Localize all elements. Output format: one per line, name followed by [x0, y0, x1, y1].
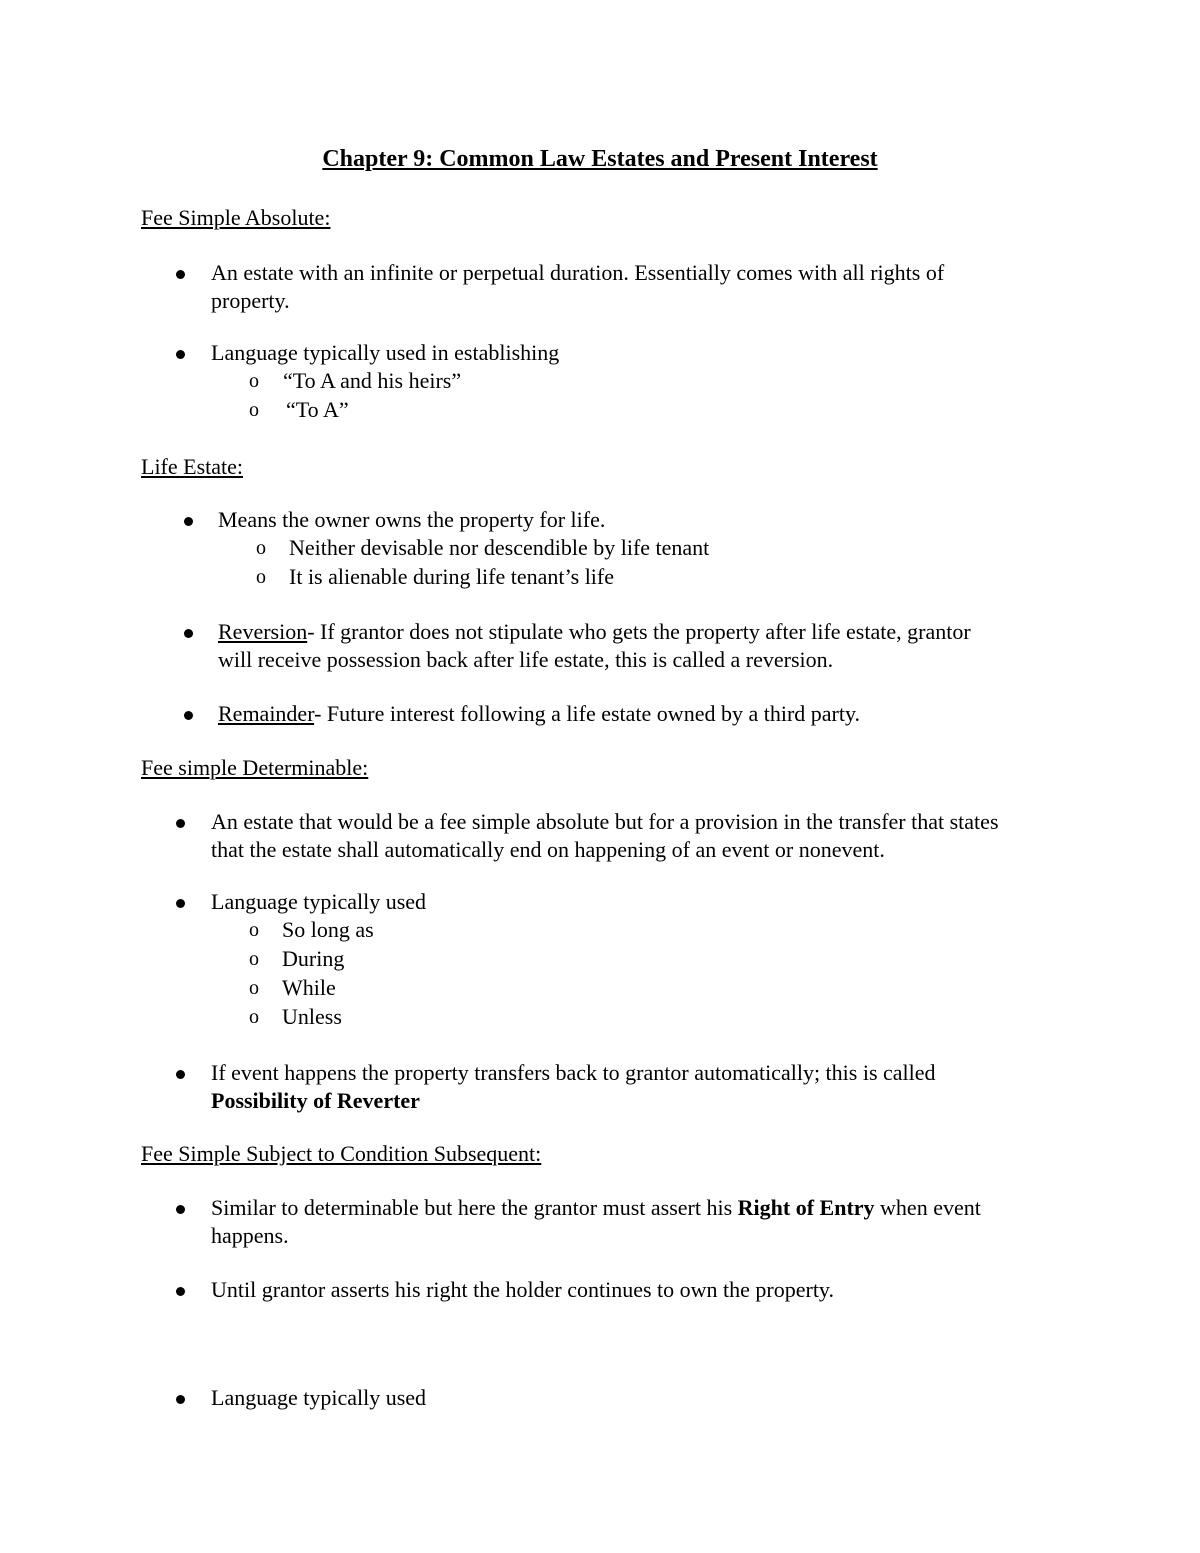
page-title: Chapter 9: Common Law Estates and Present Interest	[322, 146, 878, 172]
sub-bullet-icon: o	[249, 399, 259, 421]
term-reversion: Reversion	[218, 619, 308, 644]
sub-bullet-icon: o	[249, 370, 259, 392]
list-item: Language typically used	[211, 1385, 427, 1410]
list-item	[218, 700, 860, 728]
bullet-icon	[176, 1395, 185, 1404]
list-item: Until grantor asserts his right the holder continues to own the property.	[211, 1277, 835, 1302]
bullet-icon	[176, 350, 185, 359]
list-item: An estate that would be a fee simple absolute but for a provision in the transfer that states	[211, 809, 999, 834]
list-item-continuation: that the estate shall automatically end on happening of an event or nonevent.	[211, 837, 885, 862]
term-definition: - Future interest following a life estate owned by a third party.	[314, 701, 861, 726]
list-item-text: when event	[874, 1195, 981, 1220]
sub-list-item: So long as	[282, 917, 374, 942]
term-right-of-entry: Right of Entry	[737, 1195, 875, 1220]
section-heading-fee-simple-absolute: Fee Simple Absolute:	[141, 205, 331, 230]
sub-list-item: While	[282, 975, 336, 1000]
list-item	[211, 1194, 981, 1222]
sub-bullet-icon: o	[256, 566, 266, 588]
sub-list-item: Unless	[282, 1004, 342, 1029]
bullet-icon	[176, 819, 185, 828]
term-remainder: Remainder	[218, 701, 315, 726]
sub-list-item: “To A”	[286, 397, 349, 422]
list-item-continuation: happens.	[211, 1223, 289, 1248]
sub-bullet-icon: o	[249, 948, 259, 970]
bullet-icon	[176, 1205, 185, 1214]
sub-list-item: It is alienable during life tenant’s life	[289, 564, 615, 589]
bullet-icon	[184, 517, 193, 526]
bullet-icon	[176, 1287, 185, 1296]
sub-bullet-icon: o	[249, 1006, 259, 1028]
list-item: If event happens the property transfers back to grantor automatically; this is called	[211, 1060, 936, 1085]
list-item: Language typically used	[211, 889, 427, 914]
bullet-icon	[176, 899, 185, 908]
term-possibility-of-reverter: Possibility of Reverter	[211, 1088, 420, 1113]
term-definition: - If grantor does not stipulate who gets the property after life estate, grantor	[307, 619, 971, 644]
list-item: Language typically used in establishing	[211, 340, 560, 365]
sub-list-item: “To A and his heirs”	[283, 368, 462, 393]
bullet-icon	[176, 270, 185, 279]
section-heading-life-estate: Life Estate:	[141, 454, 244, 479]
section-heading-fee-simple-subject-to-condition-subsequent: Fee Simple Subject to Condition Subsequent:	[141, 1141, 542, 1166]
section-heading-fee-simple-determinable: Fee simple Determinable:	[141, 755, 369, 780]
sub-bullet-icon: o	[249, 977, 259, 999]
sub-bullet-icon: o	[249, 919, 259, 941]
list-item-continuation: property.	[211, 288, 290, 313]
sub-list-item: Neither devisable nor descendible by life tenant	[289, 535, 710, 560]
list-item-continuation: will receive possession back after life estate, this is called a reversion.	[218, 647, 834, 672]
list-item: Means the owner owns the property for life.	[218, 507, 606, 532]
bullet-icon	[176, 1070, 185, 1079]
bullet-icon	[184, 629, 193, 638]
list-item: An estate with an infinite or perpetual duration. Essentially comes with all rights of	[211, 260, 945, 285]
list-item-text: Similar to determinable but here the grantor must assert his	[211, 1195, 738, 1220]
bullet-icon	[184, 711, 193, 720]
sub-list-item: During	[282, 946, 345, 971]
list-item	[218, 618, 971, 646]
sub-bullet-icon: o	[256, 537, 266, 559]
